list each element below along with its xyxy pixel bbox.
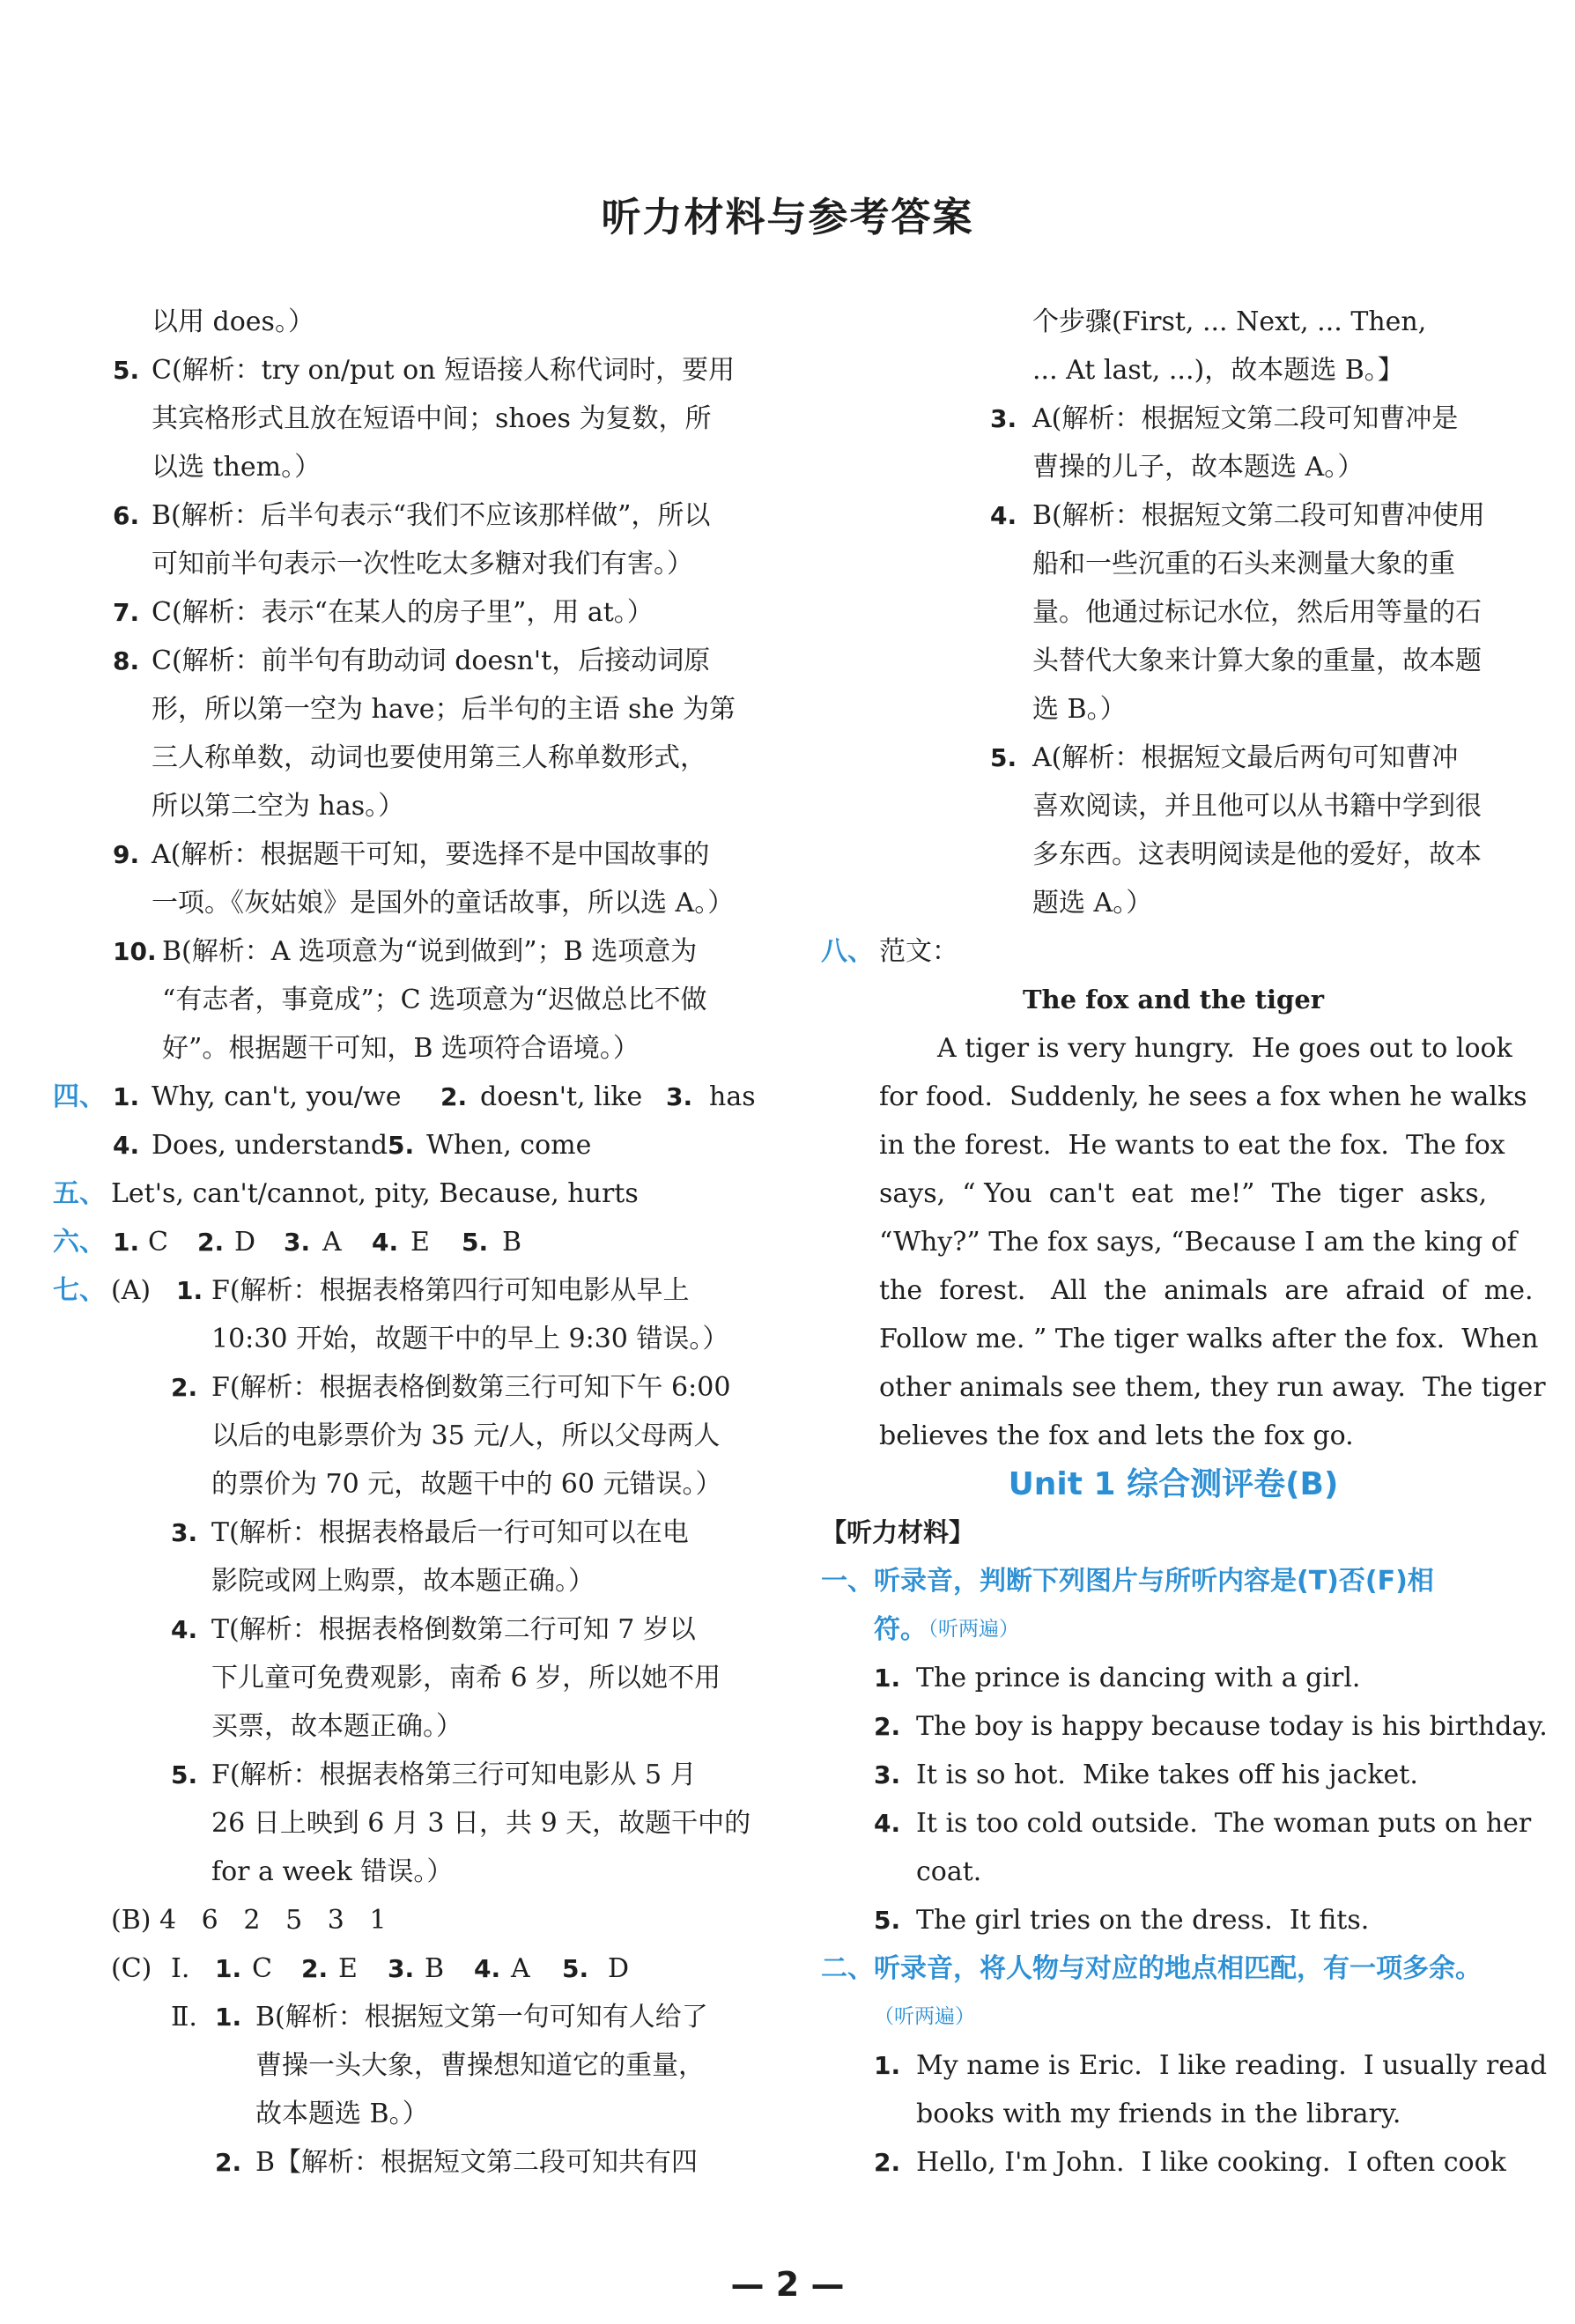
essay-line: believes the fox and lets the fox go. bbox=[879, 1420, 1354, 1451]
section-4-row-2: 4. Does, understand 5. When, come bbox=[113, 1130, 592, 1161]
left-column: 以用 does。） 5. C(解析：try on/put on 短语接人称代词时，要用 其宾格形式且放在短语中间；shoes 为复数，所 以选 them。） 6. B(解析：后半句表示“我们不应该那样做”，所以 可知前半句表示一次性吃太多糖对我们有害。） 7. C(解析：表示“在某人的房子里”，用 at。） 8. C(解析：前半句有助动词 doesn't，后接动词原 形，所以第一空为 have；后半句的主语 she 为第 三人称单数，动词也要使用第三人称单数形式， 所以第二空为 has。） 9. A(解析：根据题干可知，要选择不是中国故事的 一项。《灰姑娘》是国外的童话故事，所以选 A。） 10. B(解析：A 选项意为“说到做到”；B 选项意为 “有志者，事竟成”；C 选项意为“迟做总比不做 好”。根据题干可知，B 选项符合语境。） 四、 1. Why, can't, you/we 2. doesn't, like 3. has 4. Does, understand 5. When, come 五、 Let's, can't/cannot, pity, Because, hurts 六、 1. C 2. D 3. A 4. E 5. B 七、 (A) 1. F(解析：根据表格第四行可知电影从早上 10:30 开始，故题干中的早上 9:30 错误。） 2. F(解析：根据表格倒数第三行可知下午 6:00 以后的电影票价为 35 元/人，所以父母两人 的票价为 70 元，故题干中的 60 元错误。） 3. T(解析：根据表格最后一行可知可以在电 影院或网上购票，故本题正确。） 4. T(解析：根据表格倒数第二行可知 7 岁以 下儿童可免费观影，南希 6 岁，所以她不用 买票，故本题正确。） 5. F(解析：根据表格第三行可知电影从 5 月 26 日上映到 6 月 3 日，共 9 天，故题干中的 for a week 错误。） (B) 4 6 2 5 3 1 (C) Ⅰ. 1. C 2. E 3. B 4. A 5. D Ⅱ. 1. B(解析：根据短文第一句可知有人给了 曹操一头大象，曹操想知道它的重量， 故本题选 B。） 2. B【解析：根据短文第二段可知共有四 bbox=[53, 298, 758, 2187]
part-1-heading: 一、 听录音，判断下列图片与所听内容是(T)否(F)相 bbox=[821, 1557, 1526, 1605]
answer-line: 以用 does。） bbox=[152, 306, 314, 337]
essay-line: for food. Suddenly, he sees a fox when he walks bbox=[879, 1081, 1527, 1112]
answer-text: C(解析：try on/put on 短语接人称代词时，要用 bbox=[152, 355, 736, 386]
essay-line: A tiger is very hungry. He goes out to look bbox=[937, 1033, 1512, 1064]
listening-heading: 【听力材料】 bbox=[821, 1517, 975, 1547]
answer-text: 所以第二空为 has。） bbox=[152, 791, 405, 822]
essay-line: says, “ You can't eat me!” The tiger asks, bbox=[879, 1178, 1488, 1209]
section-6: 六、 1. C 2. D 3. A 4. E 5. B bbox=[53, 1218, 758, 1266]
page-title: 听力材料与参考答案 bbox=[601, 194, 974, 240]
part-2-heading: 二、 听录音，将人物与对应的地点相匹配，有一项多余。 bbox=[821, 1944, 1526, 1993]
page-number: — 2 — bbox=[730, 2265, 845, 2304]
section-label: 七、 bbox=[53, 1275, 106, 1306]
essay-line: other animals see them, they run away. The tiger bbox=[879, 1372, 1546, 1403]
section-4-row-1: 四、 1. Why, can't, you/we 2. doesn't, like 3. has bbox=[53, 1073, 758, 1121]
section-7-b: (B) 4 6 2 5 3 1 bbox=[111, 1905, 387, 1936]
answer-text: A(解析：根据题干可知，要选择不是中国故事的 bbox=[152, 839, 710, 870]
section-label: 八、 bbox=[821, 936, 874, 967]
essay-line: Follow me. ” The tiger walks after the fox. When bbox=[879, 1324, 1539, 1354]
answer-text: 形，所以第一空为 have；后半句的主语 she 为第 bbox=[152, 694, 736, 725]
answer-text: C(解析：前半句有助动词 doesn't，后接动词原 bbox=[152, 646, 711, 676]
answer-text: 一项。《灰姑娘》是国外的童话故事，所以选 A。） bbox=[152, 888, 735, 919]
question-number: 6. bbox=[113, 501, 140, 530]
answer-text: C(解析：表示“在某人的房子里”，用 at。） bbox=[152, 597, 654, 628]
unit-title: Unit 1 综合测评卷(B) bbox=[1008, 1466, 1339, 1502]
section-7: 七、 (A) 1. F(解析：根据表格第四行可知电影从早上 bbox=[53, 1266, 758, 1315]
answer-text: 可知前半句表示一次性吃太多糖对我们有害。） bbox=[152, 549, 693, 579]
essay-title: The fox and the tiger bbox=[1022, 985, 1325, 1014]
question-number: 10. bbox=[113, 937, 157, 966]
question-number: 7. bbox=[113, 598, 140, 627]
right-column: 个步骤(First, ... Next, ... Then, ... At last, ...)，故本题选 B。】 3. A(解析：根据短文第二段可知曹冲是 曹操的儿子，故本题选 A。） 4. B(解析：根据短文第二段可知曹冲使用 船和一些沉重的石头来测量大象的重 量。他通过标记水位，然后用等量的石 头替代大象来计算大象的重量，故本题 选 B。） 5. A(解析：根据短文最后两句可知曹冲 喜欢阅读，并且他可以从书籍中学到很 多东西。这表明阅读是他的爱好，故本 题选 A。） 八、 范文： The fox and the tiger A tiger is very hungry. He goes out to look for food. Suddenly, he sees a fox when he walks in the forest. He wants to eat the fox. The fox says, “ You can't eat me!” The tiger asks, “Why?” The fox says, “Because I am the king of the forest. All the animals are afraid of me. Follow me. ” The tiger walks after the fox. When other animals see them, they run away. The tiger believes the fox and lets the fox go. Unit 1 综合测评卷(B) 【听力材料】 一、 听录音，判断下列图片与所听内容是(T)否(F)相 符。 （听两遍） 1. The prince is dancing with a girl. 2. The boy is happy because today is his birthday. 3. It is so hot. Mike takes off his jacket. 4. It is too cold outside. The woman puts on her coat. 5. The girl tries on the dress. It fits. 二、 听录音，将人物与对应的地点相匹配，有一项多余。 （听两遍） 1. My name is Eric. I like reading. I usually read books with my friends in the library. 2. Hello, I'm John. I like cooking. I often cook bbox=[821, 306, 1548, 2178]
answer-text: 以选 them。） bbox=[152, 452, 322, 483]
section-label: 二、 bbox=[821, 1953, 874, 1984]
section-7-c: (C) Ⅰ. 1. C 2. E 3. B 4. A 5. D bbox=[111, 1953, 630, 1984]
answer-text: B(解析：A 选项意为“说到做到”；B 选项意为 bbox=[162, 936, 698, 967]
essay-line: in the forest. He wants to eat the fox. The fox bbox=[879, 1130, 1505, 1161]
section-label: 五、 bbox=[53, 1178, 106, 1209]
answer-text: B(解析：后半句表示“我们不应该那样做”，所以 bbox=[152, 500, 711, 531]
section-label: 一、 bbox=[821, 1566, 874, 1597]
answer-text: 其宾格形式且放在短语中间；shoes 为复数，所 bbox=[152, 403, 712, 434]
section-label: 四、 bbox=[53, 1081, 106, 1112]
question-number: 8. bbox=[113, 646, 140, 675]
section-8: 八、 范文： bbox=[821, 927, 1526, 976]
answer-text: 三人称单数，动词也要使用第三人称单数形式， bbox=[152, 742, 706, 773]
section-label: 六、 bbox=[53, 1227, 106, 1258]
essay-line: “Why?” The fox says, “Because I am the king of bbox=[879, 1227, 1517, 1258]
question-number: 9. bbox=[113, 840, 140, 869]
essay-line: the forest. All the animals are afraid of me. bbox=[879, 1275, 1534, 1306]
answer-text: “有志者，事竟成”；C 选项意为“迟做总比不做 bbox=[162, 985, 707, 1015]
section-5: 五、 Let's, can't/cannot, pity, Because, hurts bbox=[53, 1169, 758, 1218]
answer-text: 好”。根据题干可知，B 选项符合语境。） bbox=[162, 1033, 640, 1064]
question-number: 5. bbox=[113, 356, 140, 385]
